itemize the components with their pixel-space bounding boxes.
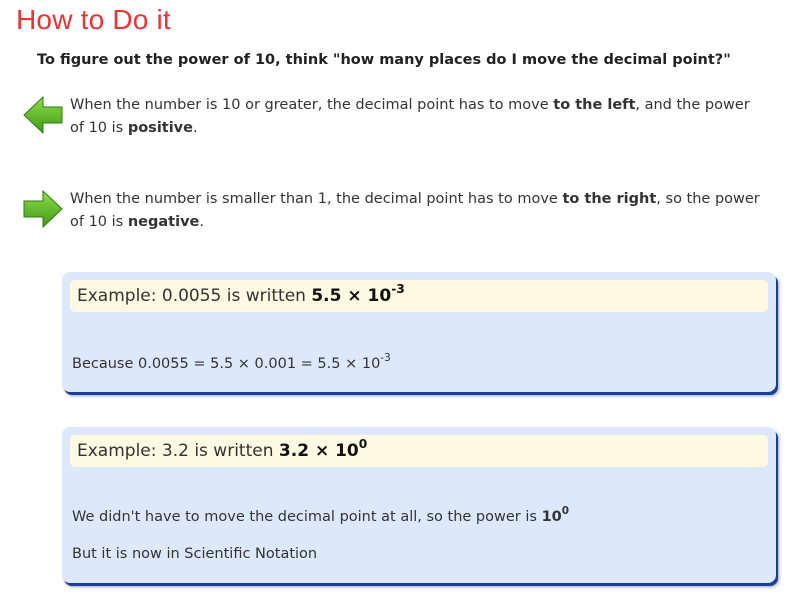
rule-text-part: When the number is 10 or greater, the decimal point has to move xyxy=(70,97,554,113)
rule-emphasis: negative xyxy=(127,214,200,230)
intro-text: To figure out the power of 10, think "how many places do I move the decimal point?" xyxy=(37,52,731,68)
explanation-text: We didn't have to move the decimal point at all, so the power is xyxy=(72,509,542,525)
example-note: But it is now in Scientific Notation xyxy=(72,546,318,562)
rule-text-part: , so the power of 10 is xyxy=(70,191,760,230)
rule-text-part: , and the power of 10 is xyxy=(70,97,750,136)
example-explanation xyxy=(72,351,391,372)
power-value: 10 xyxy=(541,509,562,525)
exponent: -3 xyxy=(380,351,391,364)
example-explanation xyxy=(72,504,570,525)
rule-text-part: . xyxy=(192,120,198,136)
page-title: How to Do it xyxy=(16,4,171,35)
rule-left-text xyxy=(70,94,760,140)
rule-emphasis: to the left xyxy=(553,97,636,113)
example-result: 5.5 × 10 xyxy=(311,286,392,306)
right-arrow-icon xyxy=(22,188,64,230)
left-arrow-icon xyxy=(22,94,64,136)
example-result: 3.2 × 10 xyxy=(278,441,359,461)
rule-emphasis: positive xyxy=(127,120,193,136)
rule-right-text xyxy=(70,188,760,234)
explanation-text: Because 0.0055 = 5.5 × 0.001 = 5.5 × 10 xyxy=(72,356,381,372)
rule-text-part: . xyxy=(199,214,204,230)
rule-emphasis: to the right xyxy=(562,191,657,207)
example-box-2 xyxy=(62,427,776,583)
example-heading xyxy=(70,280,768,312)
example-heading xyxy=(70,435,768,467)
example-heading-text: Example: 3.2 is written xyxy=(77,441,279,461)
exponent: 0 xyxy=(561,504,570,517)
example-heading-text: Example: 0.0055 is written xyxy=(77,286,312,306)
example-box-1 xyxy=(62,272,776,392)
rule-text-part: When the number is smaller than 1, the decimal point has to move xyxy=(70,191,563,207)
exponent: -3 xyxy=(391,281,405,296)
exponent: 0 xyxy=(358,436,368,451)
